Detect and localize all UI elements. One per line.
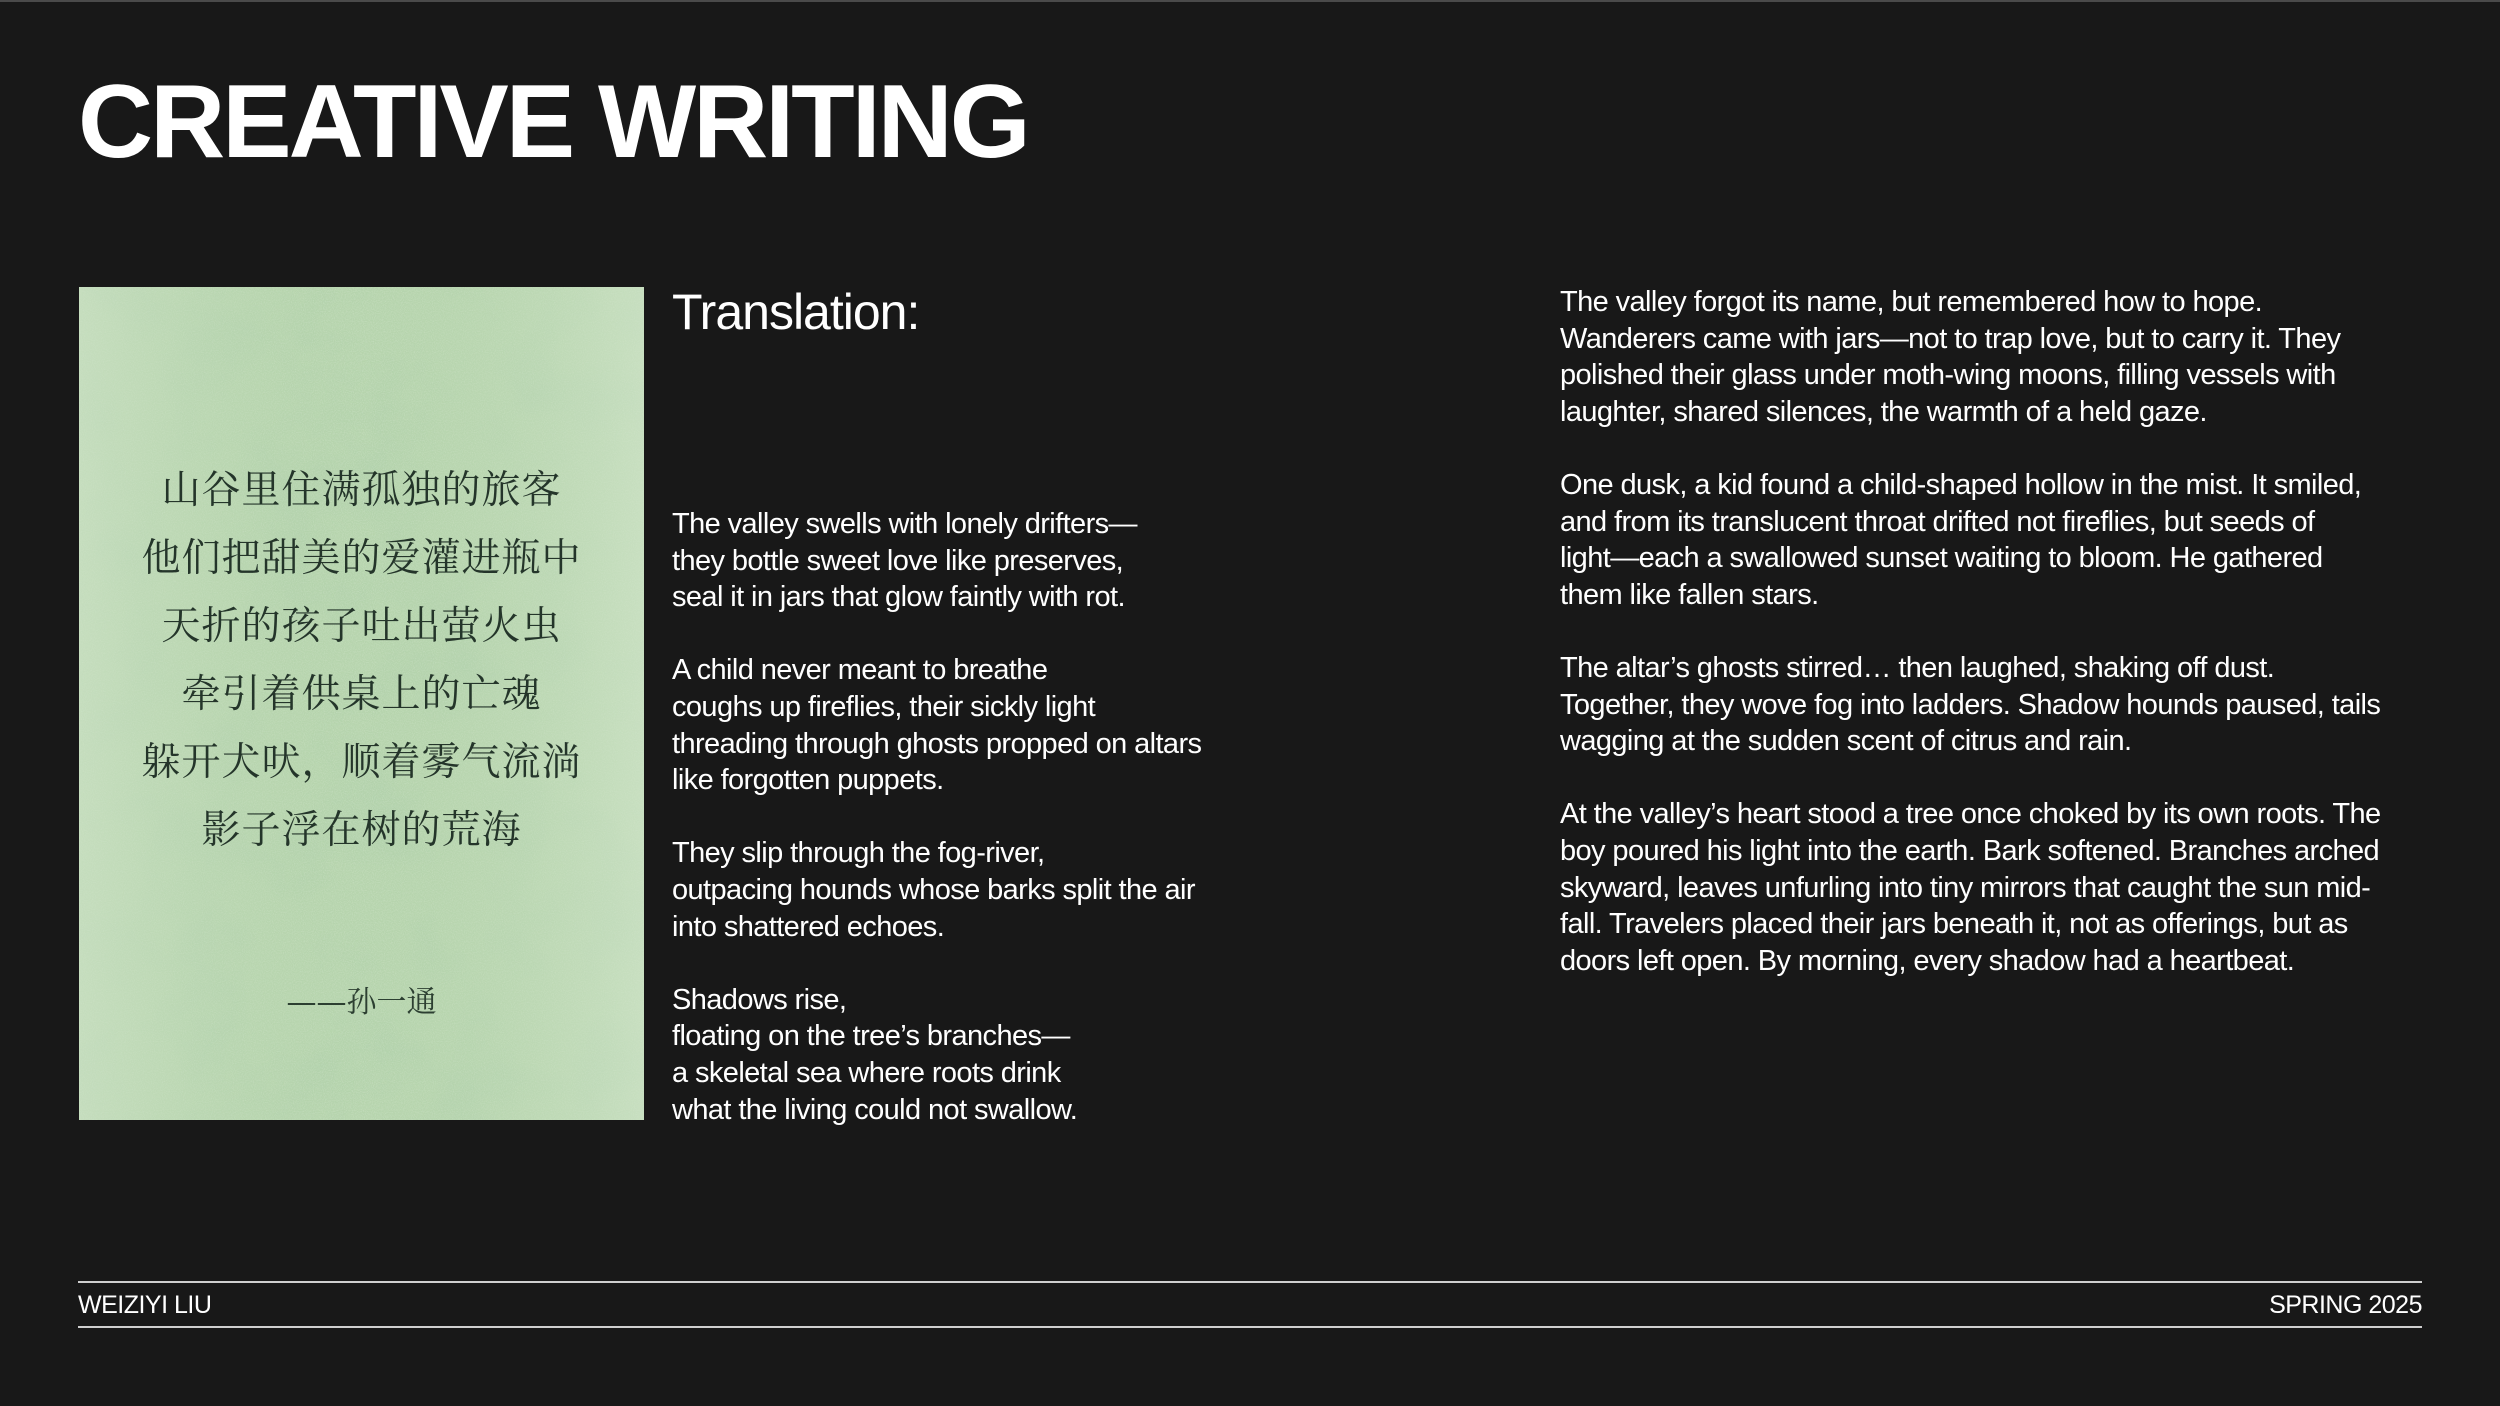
prose-line: wagging at the sudden scent of citrus and rain. (1560, 725, 2132, 758)
prose-story (1560, 284, 2440, 979)
footer-divider-top (78, 1281, 2422, 1283)
translation-line: coughs up fireflies, their sickly light (672, 690, 1096, 723)
translation-line: like forgotten puppets. (672, 764, 944, 797)
prose-line: The altar’s ghosts stirred… then laughed, shaking off dust. (1560, 651, 2275, 684)
chinese-poem (79, 457, 644, 865)
translation-line: They slip through the fog-river, (672, 837, 1045, 870)
stanza (672, 835, 1272, 945)
stanza (672, 506, 1272, 616)
poem-author: ——孙一通 (286, 985, 437, 1020)
paragraph (1560, 284, 2440, 430)
page-title: CREATIVE WRITING (78, 64, 1028, 180)
paragraph (1560, 650, 2440, 760)
poem-line: 天折的孩子吐出萤火虫 (161, 604, 562, 649)
poem-line: 躲开犬吠，顺着雾气流淌 (141, 740, 582, 785)
poem-line: 他们把甜美的爱灌进瓶中 (141, 536, 582, 581)
translation-line: what the living could not swallow. (672, 1093, 1078, 1126)
translation-line: seal it in jars that glow faintly with rot. (672, 581, 1125, 614)
author-name: WEIZIYI LIU (78, 1291, 212, 1319)
prose-line: One dusk, a kid found a child-shaped hollow in the mist. It smiled, (1560, 468, 2362, 501)
prose-line: Together, they wove fog into ladders. Shadow hounds paused, tails (1560, 688, 2381, 721)
translation-line: A child never meant to breathe (672, 654, 1048, 687)
poem-line: 影子浮在树的荒海 (201, 808, 522, 853)
translation-line: The valley swells with lonely drifters— (672, 508, 1137, 540)
prose-line: skyward, leaves unfurling into tiny mirrors that caught the sun mid- (1560, 871, 2371, 904)
footer-divider-bottom (78, 1326, 2422, 1328)
poem-line: 山谷里住满孤独的旅客 (161, 468, 562, 513)
translation-line: they bottle sweet love like preserves, (672, 544, 1124, 577)
translation-line: into shattered echoes. (672, 910, 945, 943)
prose-line: laughter, shared silences, the warmth of a held gaze. (1560, 395, 2207, 428)
prose-line: fall. Travelers placed their jars beneath it, not as offerings, but as (1560, 908, 2348, 941)
poem-translation (672, 506, 1272, 1128)
prose-line: doors left open. By morning, every shadow had a heartbeat. (1560, 944, 2295, 977)
poem-line: 牵引着供桌上的亡魂 (181, 672, 542, 717)
prose-line: At the valley’s heart stood a tree once choked by its own roots. The (1560, 798, 2381, 831)
prose-line: and from its translucent throat drifted not fireflies, but seeds of (1560, 505, 2315, 538)
paragraph (1560, 467, 2440, 613)
translation-line: Shadows rise, (672, 983, 847, 1016)
translation-line: threading through ghosts propped on altars (672, 727, 1202, 760)
prose-line: Wanderers came with jars—not to trap love, but to carry it. They (1560, 322, 2341, 355)
stanza (672, 652, 1272, 798)
poem-image (79, 287, 644, 1120)
semester-label: SPRING 2025 (2269, 1291, 2422, 1319)
translation-heading: Translation: (672, 284, 920, 340)
prose-line: The valley forgot its name, but remembered how to hope. (1560, 286, 2263, 318)
top-border (0, 0, 2500, 2)
translation-line: floating on the tree’s branches— (672, 1020, 1070, 1053)
prose-line: polished their glass under moth-wing moons, filling vessels with (1560, 359, 2336, 392)
stanza (672, 982, 1272, 1128)
prose-line: boy poured his light into the earth. Bark softened. Branches arched (1560, 834, 2380, 867)
prose-line: light—each a swallowed sunset waiting to bloom. He gathered (1560, 542, 2323, 575)
prose-line: them like fallen stars. (1560, 578, 1819, 611)
translation-line: a skeletal sea where roots drink (672, 1056, 1061, 1089)
paragraph (1560, 796, 2440, 979)
translation-line: outpacing hounds whose barks split the air (672, 873, 1195, 906)
